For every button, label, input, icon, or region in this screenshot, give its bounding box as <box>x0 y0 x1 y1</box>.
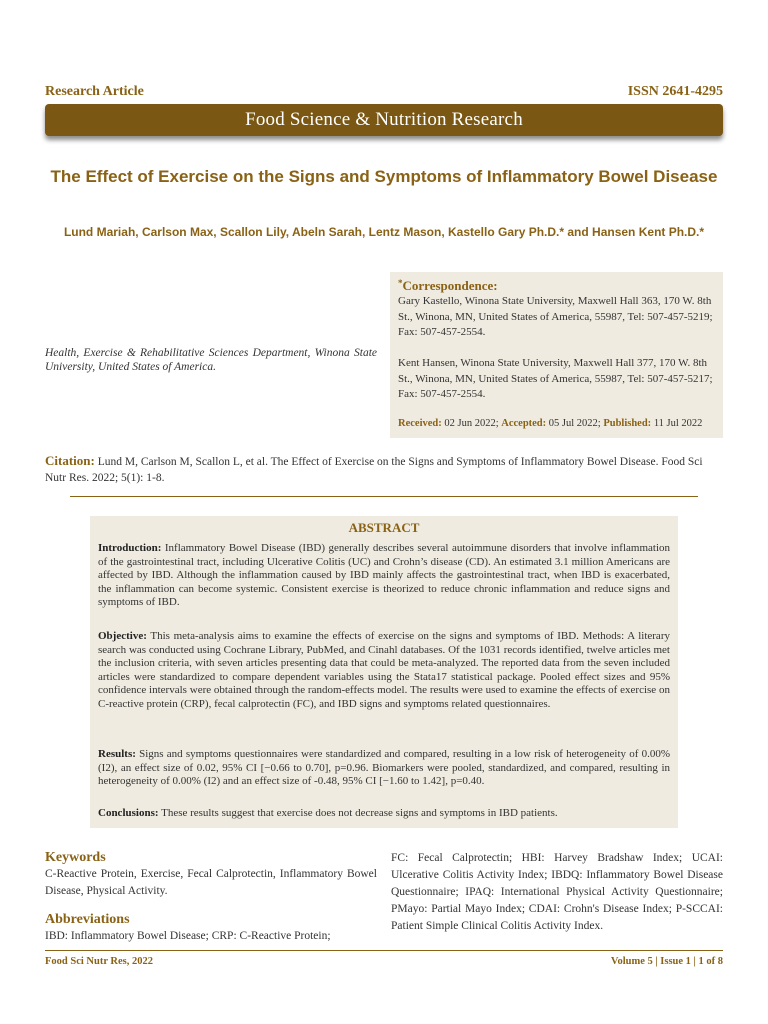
correspondence-title <box>398 278 498 294</box>
published-label: Published: <box>603 418 652 429</box>
correspondence-person-2: Kent Hansen, Winona State University, Maxwell Hall 377, 170 W. 8th St., Winona, MN, United States of America, 55987, Tel: 507-457-5217; Fax: 507-457-2554. <box>398 357 713 400</box>
divider <box>70 496 698 497</box>
accepted-date: 05 Jul 2022; <box>548 418 601 429</box>
abbreviations-text-right: FC: Fecal Calprotectin; HBI: Harvey Bradshaw Index; UCAI: Ulcerative Colitis Activity Index; IBDQ: Inflammatory Bowel Disease Questionnaire; IPAQ: International Physical Activity Questionnaire; PMayo: Partial Mayo Index; CDAI: Crohn's Disease Index; P-SCCAI: Patient Simple Clinical Colitis Activity Index. <box>391 852 723 932</box>
abstract-introduction <box>98 542 670 610</box>
affiliation: Health, Exercise & Rehabilitative Sciences Department, Winona State University, United States of America. <box>45 347 377 373</box>
paper-title: The Effect of Exercise on the Signs and Symptoms of Inflammatory Bowel Disease <box>50 167 718 186</box>
accepted-label: Accepted: <box>501 418 547 429</box>
correspondence-person-1: Gary Kastello, Winona State University, Maxwell Hall 363, 170 W. 8th St., Winona, MN, United States of America, 55987, Tel: 507-457-5219; Fax: 507-457-2554. <box>398 295 713 338</box>
footer-journal: Food Sci Nutr Res, 2022 <box>45 956 154 967</box>
introduction-label: Introduction: <box>98 542 162 554</box>
published-date: 11 Jul 2022 <box>653 418 703 429</box>
left-column <box>45 850 377 945</box>
correspondence-box <box>390 272 723 438</box>
author-list: Lund Mariah, Carlson Max, Scallon Lily, Abeln Sarah, Lentz Mason, Kastello Gary Ph.D.* and Hansen Kent Ph.D.* <box>63 225 705 239</box>
keywords-title: Keywords <box>45 850 106 865</box>
journal-title: Food Science & Nutrition Research <box>245 109 523 130</box>
article-type: Research Article <box>45 84 144 99</box>
abbreviations-title: Abbreviations <box>45 912 130 927</box>
keywords-text: C-Reactive Protein, Exercise, Fecal Calprotectin, Inflammatory Bowel Disease, Physical Activity. <box>45 868 377 897</box>
objective-label: Objective: <box>98 630 147 642</box>
footer-divider <box>45 950 723 951</box>
abstract-box <box>90 516 678 828</box>
journal-banner <box>45 104 723 136</box>
introduction-text: Inflammatory Bowel Disease (IBD) generally describes several autoimmune disorders that involve inflammation of the gastrointestinal tract, including Ulcerative Colitis (UC) and Crohn’s disease (CD). An estimated 3.1 million Americans are affected by IBD. Although the inflammation caused by IBD mainly affects the gastrointestinal tract, when IBD is exacerbated, the inflammation can become systemic. Consistent exercise is theorized to reduce chronic inflammation and reduce signs and symptoms of IBD. <box>98 542 671 609</box>
results-text: Signs and symptoms questionnaires were standardized and compared, resulting in a low risk of heterogeneity of 0.00% (I2), an effect size of 0.02, 95% CI [−0.66 to 0.70], p=0.96. Biomarkers were pooled, standardized, and compared, resulting in heterogeneity of 0.00% (I2) and an effect size of -0.48, 95% CI [−1.60 to 1.42], p=0.40. <box>98 748 670 788</box>
citation-label: Citation: <box>45 453 95 468</box>
correspondence-label: Correspondence: <box>402 278 498 293</box>
abstract-title: ABSTRACT <box>348 520 420 535</box>
results-label: Results: <box>98 748 136 760</box>
footer-page-info: Volume 5 | Issue 1 | 1 of 8 <box>610 956 723 967</box>
received-date: 02 Jun 2022; <box>444 418 499 429</box>
abstract-results <box>98 748 670 789</box>
right-column <box>391 850 723 935</box>
conclusions-text: These results suggest that exercise does not decrease signs and symptoms in IBD patients. <box>161 807 558 819</box>
issn: ISSN 2641-4295 <box>627 84 723 99</box>
correspondence-star: * <box>398 278 403 288</box>
abstract-objective <box>98 630 670 712</box>
objective-text: This meta-analysis aims to examine the effects of exercise on the signs and symptoms of IBD. Methods: A literary search was conducted using Cochrane Library, PubMed, and Cinahl databases. Of the 1031 records identified, twelve articles met the inclusion criteria, with seven articles presenting data that could be meta-analyzed. The reported data from the seven included articles were standardized to compare dependent variables using the Stata17 statistical package. Pooled effect sizes and 95% confidence intervals were obtained through the random-effects model. The results were used to examine the effects of exercise on C-reactive protein (CRP), fecal calprotectin (FC), and IBD signs and symptoms related questionnaires. <box>98 630 670 710</box>
received-label: Received: <box>398 418 442 429</box>
header-row <box>45 84 723 102</box>
citation-text: Lund M, Carlson M, Scallon L, et al. The Effect of Exercise on the Signs and Symptoms of Inflammatory Bowel Disease. Food Sci Nutr Res. 2022; 5(1): 1-8. <box>45 456 703 484</box>
publication-dates <box>398 418 718 429</box>
conclusions-label: Conclusions: <box>98 807 159 819</box>
citation <box>45 453 723 486</box>
abbreviations-text-left: IBD: Inflammatory Bowel Disease; CRP: C-Reactive Protein; <box>45 930 331 942</box>
abstract-conclusions <box>98 807 670 821</box>
